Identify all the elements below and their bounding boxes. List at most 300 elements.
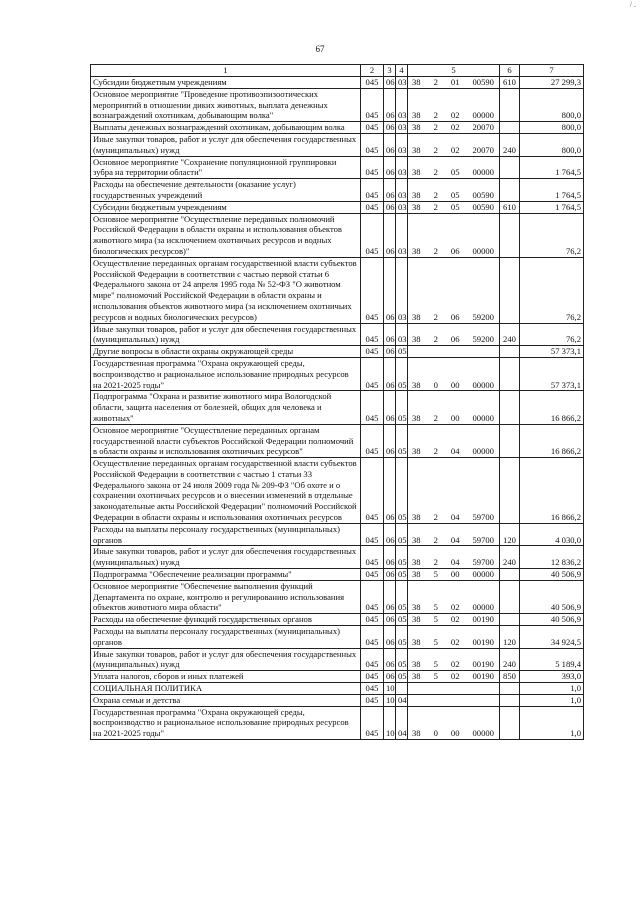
target-article-parts	[410, 535, 497, 546]
code-ministry: 045	[361, 77, 384, 89]
code-subsection: 05	[396, 346, 408, 358]
target-article-part: 2	[433, 557, 438, 568]
target-article-parts	[410, 202, 497, 213]
code-ministry: 045	[361, 323, 384, 346]
code-subsection: 05	[396, 546, 408, 569]
row-name: Субсидии бюджетным учреждениям	[91, 201, 361, 213]
code-subsection	[396, 683, 408, 695]
code-expense-type	[500, 357, 520, 390]
target-article-part: 38	[412, 334, 421, 345]
code-ministry: 045	[361, 569, 384, 581]
code-ministry: 045	[361, 614, 384, 626]
target-article-part: 5	[433, 602, 438, 613]
target-article-parts	[410, 190, 497, 201]
target-article-part: 04	[450, 446, 460, 457]
target-article	[408, 323, 500, 346]
amount: 16 866,2	[520, 458, 584, 524]
code-section: 06	[384, 569, 396, 581]
corner-mark: / .	[629, 0, 636, 9]
target-article-part: 38	[412, 614, 421, 625]
table-row	[91, 88, 584, 121]
header-row	[91, 65, 584, 77]
table-row	[91, 213, 584, 257]
table-row	[91, 523, 584, 546]
target-article-part: 38	[412, 557, 421, 568]
target-article-part: 5	[433, 659, 438, 670]
code-section: 06	[384, 323, 396, 346]
row-name: Другие вопросы в области охраны окружающей среды	[91, 346, 361, 358]
code-section: 06	[384, 580, 396, 613]
target-article-part: 5	[433, 671, 438, 682]
target-article-part: 00	[450, 379, 460, 390]
code-section: 06	[384, 523, 396, 546]
code-ministry: 045	[361, 357, 384, 390]
code-expense-type: 610	[500, 201, 520, 213]
header-cell-2: 2	[361, 65, 384, 77]
target-article	[408, 133, 500, 156]
target-article	[408, 88, 500, 121]
header-cell-4: 4	[396, 65, 408, 77]
header-cell-5: 5	[408, 65, 500, 77]
target-article-part: 00590	[472, 189, 494, 200]
code-subsection: 03	[396, 323, 408, 346]
table-row	[91, 346, 584, 358]
target-article-part: 2	[433, 167, 438, 178]
target-article-parts	[410, 659, 497, 670]
row-name: Иные закупки товаров, работ и услуг для обеспечения государственных (муниципальных) нужд	[91, 133, 361, 156]
row-name: Осуществление переданных органам государственной власти субъектов Российской Федерации в соответствии с частью 1 статьи 33 Федерального закона от 24 июля 2009 года № 209-ФЗ "Об охоте и о сохранении охотничьих ресурсов и о внесении изменений в отдельные законодательные акты Российской Федерации" полномочий Российской Федерации в области охраны и использования охотничьих ресурсов	[91, 458, 361, 524]
target-article-part: 59700	[472, 512, 494, 523]
target-article-part: 38	[412, 446, 421, 457]
row-name: Расходы на обеспечение деятельности (оказание услуг) государственных учреждений	[91, 179, 361, 202]
code-ministry: 045	[361, 179, 384, 202]
amount: 1,0	[520, 706, 584, 739]
amount: 800,0	[520, 133, 584, 156]
table-row	[91, 323, 584, 346]
target-article-part: 02	[450, 602, 460, 613]
target-article-part: 2	[433, 110, 438, 121]
target-article-part: 5	[433, 569, 438, 580]
row-name: Подпрограмма "Обеспечение реализации программы"	[91, 569, 361, 581]
code-ministry: 045	[361, 546, 384, 569]
code-section: 10	[384, 706, 396, 739]
row-name: Уплата налогов, сборов и иных платежей	[91, 671, 361, 683]
target-article-part: 02	[450, 144, 460, 155]
code-expense-type: 120	[500, 626, 520, 649]
target-article-part: 04	[450, 512, 460, 523]
table-row	[91, 179, 584, 202]
code-ministry: 045	[361, 580, 384, 613]
code-expense-type	[500, 458, 520, 524]
code-section: 06	[384, 391, 396, 424]
row-name: Выплаты денежных вознаграждений охотникам, добывающим волка	[91, 122, 361, 134]
target-article-part: 06	[450, 334, 460, 345]
target-article-part: 2	[433, 446, 438, 457]
code-subsection: 05	[396, 424, 408, 457]
code-ministry: 045	[361, 523, 384, 546]
table-row	[91, 424, 584, 457]
code-ministry: 045	[361, 671, 384, 683]
target-article-part: 06	[450, 311, 460, 322]
code-expense-type	[500, 346, 520, 358]
target-article	[408, 122, 500, 134]
table-row	[91, 694, 584, 706]
code-section: 06	[384, 122, 396, 134]
target-article-part: 38	[412, 659, 421, 670]
amount: 76,2	[520, 323, 584, 346]
target-article-parts	[410, 246, 497, 257]
target-article-parts	[410, 557, 497, 568]
target-article-part: 00000	[472, 412, 494, 423]
code-ministry: 045	[361, 458, 384, 524]
code-ministry: 045	[361, 391, 384, 424]
target-article-part: 05	[450, 189, 460, 200]
target-article	[408, 580, 500, 613]
target-article-part: 38	[412, 602, 421, 613]
target-article-part: 00	[450, 412, 460, 423]
target-article-part: 00190	[472, 614, 494, 625]
target-article-part: 38	[412, 201, 421, 212]
code-subsection: 03	[396, 179, 408, 202]
target-article-part: 38	[412, 110, 421, 121]
amount: 40 506,9	[520, 614, 584, 626]
row-name: Охрана семьи и детства	[91, 694, 361, 706]
row-name: Основное мероприятие "Осуществление переданных органам государственной власти субъектов Российской Федерации полномочий в области охраны и использования охотничьих ресурсов"	[91, 424, 361, 457]
target-article-part: 59700	[472, 534, 494, 545]
target-article-part: 2	[433, 122, 438, 133]
page-number: 67	[315, 44, 325, 54]
target-article-part: 2	[433, 311, 438, 322]
amount: 1,0	[520, 683, 584, 695]
amount: 27 299,3	[520, 77, 584, 89]
code-ministry: 045	[361, 346, 384, 358]
target-article-part: 02	[450, 110, 460, 121]
row-name: Расходы на выплаты персоналу государственных (муниципальных) органов	[91, 626, 361, 649]
target-article	[408, 201, 500, 213]
code-section: 06	[384, 257, 396, 323]
code-expense-type	[500, 706, 520, 739]
target-article-parts	[410, 569, 497, 580]
target-article-part: 05	[450, 167, 460, 178]
code-expense-type	[500, 122, 520, 134]
target-article-parts	[410, 671, 497, 682]
code-ministry: 045	[361, 156, 384, 179]
target-article-part: 02	[450, 122, 460, 133]
target-article-part: 59200	[472, 334, 494, 345]
row-name: Основное мероприятие "Сохранение популяционной группировки зубра на территории области"	[91, 156, 361, 179]
amount: 800,0	[520, 88, 584, 121]
target-article-part: 02	[450, 614, 460, 625]
target-article-part: 0	[433, 379, 438, 390]
amount: 57 373,1	[520, 346, 584, 358]
code-ministry: 045	[361, 648, 384, 671]
target-article-part: 38	[412, 245, 421, 256]
code-subsection: 03	[396, 257, 408, 323]
table-row	[91, 614, 584, 626]
table-row	[91, 648, 584, 671]
code-section: 06	[384, 357, 396, 390]
row-name: Иные закупки товаров, работ и услуг для обеспечения государственных (муниципальных) нужд	[91, 546, 361, 569]
code-subsection: 05	[396, 357, 408, 390]
target-article-parts	[410, 380, 497, 391]
code-section: 06	[384, 424, 396, 457]
table-row	[91, 671, 584, 683]
target-article-part: 00	[450, 728, 460, 739]
code-section: 06	[384, 133, 396, 156]
code-section: 06	[384, 201, 396, 213]
target-article-part: 59700	[472, 557, 494, 568]
target-article-part: 5	[433, 614, 438, 625]
target-article-part: 2	[433, 189, 438, 200]
code-section: 06	[384, 77, 396, 89]
target-article-part: 00590	[472, 77, 494, 87]
table-row	[91, 257, 584, 323]
target-article-part: 01	[450, 77, 460, 87]
code-subsection: 03	[396, 133, 408, 156]
row-name: СОЦИАЛЬНАЯ ПОЛИТИКА	[91, 683, 361, 695]
target-article-part: 05	[450, 201, 460, 212]
target-article-part: 06	[450, 245, 460, 256]
code-subsection: 05	[396, 569, 408, 581]
header-cell-1: 1	[91, 65, 361, 77]
code-subsection: 05	[396, 626, 408, 649]
table-row	[91, 580, 584, 613]
target-article	[408, 179, 500, 202]
code-subsection: 05	[396, 580, 408, 613]
code-subsection: 05	[396, 614, 408, 626]
code-expense-type	[500, 424, 520, 457]
target-article-part: 04	[450, 557, 460, 568]
amount: 76,2	[520, 213, 584, 257]
code-subsection: 03	[396, 201, 408, 213]
target-article-part: 2	[433, 245, 438, 256]
code-subsection: 03	[396, 122, 408, 134]
target-article	[408, 357, 500, 390]
code-ministry: 045	[361, 88, 384, 121]
target-article	[408, 648, 500, 671]
amount: 40 506,9	[520, 580, 584, 613]
table-row	[91, 546, 584, 569]
code-section: 06	[384, 156, 396, 179]
code-expense-type	[500, 683, 520, 695]
code-expense-type	[500, 88, 520, 121]
amount: 1 764,5	[520, 156, 584, 179]
code-ministry: 045	[361, 683, 384, 695]
target-article	[408, 458, 500, 524]
amount: 16 866,2	[520, 424, 584, 457]
target-article-part: 00190	[472, 671, 494, 682]
code-ministry: 045	[361, 694, 384, 706]
row-name: Иные закупки товаров, работ и услуг для обеспечения государственных (муниципальных) нужд	[91, 323, 361, 346]
target-article-part: 38	[412, 512, 421, 523]
target-article-parts	[410, 312, 497, 323]
target-article-parts	[410, 446, 497, 457]
code-section: 10	[384, 694, 396, 706]
target-article-part: 38	[412, 569, 421, 580]
target-article-part: 04	[450, 534, 460, 545]
code-expense-type	[500, 580, 520, 613]
row-name: Государственная программа "Охрана окружающей среды, воспроизводство и рациональное использование природных ресурсов на 2021-2025 годы"	[91, 357, 361, 390]
code-expense-type: 610	[500, 77, 520, 89]
target-article-part: 38	[412, 77, 421, 87]
code-expense-type	[500, 694, 520, 706]
target-article	[408, 706, 500, 739]
row-name: Расходы на обеспечение функций государственных органов	[91, 614, 361, 626]
target-article-part: 02	[450, 659, 460, 670]
row-name: Основное мероприятие "Осуществление переданных полномочий Российской Федерации в области охраны и использования объектов животного мира (за исключением охотничьих ресурсов и водных биологических ресурсов)"	[91, 213, 361, 257]
code-ministry: 045	[361, 626, 384, 649]
target-article-parts	[410, 602, 497, 613]
target-article-part: 38	[412, 189, 421, 200]
target-article-parts	[410, 145, 497, 156]
target-article-part: 2	[433, 334, 438, 345]
code-section: 06	[384, 648, 396, 671]
code-subsection: 03	[396, 156, 408, 179]
target-article-parts	[410, 413, 497, 424]
target-article	[408, 424, 500, 457]
header-cell-7: 7	[520, 65, 584, 77]
target-article-part: 38	[412, 311, 421, 322]
target-article-part: 38	[412, 671, 421, 682]
code-ministry: 045	[361, 257, 384, 323]
code-expense-type: 850	[500, 671, 520, 683]
amount: 57 373,1	[520, 357, 584, 390]
code-expense-type	[500, 179, 520, 202]
target-article-part: 00190	[472, 659, 494, 670]
target-article	[408, 213, 500, 257]
target-article-part: 2	[433, 144, 438, 155]
amount: 1 764,5	[520, 179, 584, 202]
code-subsection: 05	[396, 391, 408, 424]
target-article	[408, 614, 500, 626]
target-article	[408, 257, 500, 323]
code-subsection: 03	[396, 213, 408, 257]
target-article	[408, 77, 500, 89]
target-article	[408, 671, 500, 683]
row-name: Расходы на выплаты персоналу государственных (муниципальных) органов	[91, 523, 361, 546]
target-article	[408, 346, 500, 358]
table-row	[91, 122, 584, 134]
code-expense-type	[500, 391, 520, 424]
target-article-part: 59200	[472, 311, 494, 322]
table-body	[91, 77, 584, 740]
amount: 16 866,2	[520, 391, 584, 424]
code-expense-type	[500, 614, 520, 626]
target-article-part: 00000	[472, 379, 494, 390]
row-name: Осуществление переданных органам государственной власти субъектов Российской Федерации в соответствии с частью первой статьи 6 Федерального закона от 24 апреля 1995 года № 52-ФЗ "О животном мире" полномочий Российской Федерации в области охраны и использования объектов животного мира (за исключением охотничьих ресурсов и водных биологических ресурсов)	[91, 257, 361, 323]
code-ministry: 045	[361, 201, 384, 213]
amount: 5 189,4	[520, 648, 584, 671]
target-article-part: 0	[433, 728, 438, 739]
target-article-parts	[410, 334, 497, 345]
target-article-part: 2	[433, 77, 438, 87]
target-article-part: 00	[450, 569, 460, 580]
target-article-part: 00000	[472, 569, 494, 580]
table-row	[91, 569, 584, 581]
table-row	[91, 77, 584, 89]
code-subsection: 04	[396, 706, 408, 739]
target-article-part: 38	[412, 636, 421, 647]
row-name: Основное мероприятие "Обеспечение выполнения функций Департамента по охране, контролю и регулированию использования объектов животного мира области"	[91, 580, 361, 613]
row-name: Основное мероприятие "Проведение противоэпизоотических мероприятий в отношении диких животных, выплата денежных вознаграждений охотникам, добывающим волка"	[91, 88, 361, 121]
target-article-parts	[410, 614, 497, 625]
code-ministry: 045	[361, 424, 384, 457]
target-article-part: 2	[433, 412, 438, 423]
code-section: 06	[384, 179, 396, 202]
target-article-part: 5	[433, 636, 438, 647]
header-cell-6: 6	[500, 65, 520, 77]
row-name: Государственная программа "Охрана окружающей среды, воспроизводство и рациональное использование природных ресурсов на 2021-2025 годы"	[91, 706, 361, 739]
amount: 12 836,2	[520, 546, 584, 569]
code-subsection: 05	[396, 671, 408, 683]
code-section: 10	[384, 683, 396, 695]
code-section: 06	[384, 458, 396, 524]
target-article-part: 02	[450, 671, 460, 682]
target-article-part: 20070	[472, 144, 494, 155]
table-row	[91, 357, 584, 390]
amount: 800,0	[520, 122, 584, 134]
target-article-parts	[410, 512, 497, 523]
amount: 34 924,5	[520, 626, 584, 649]
amount: 393,0	[520, 671, 584, 683]
target-article-part: 20070	[472, 122, 494, 133]
amount: 1 764,5	[520, 201, 584, 213]
table-row	[91, 391, 584, 424]
code-expense-type	[500, 213, 520, 257]
target-article-part: 38	[412, 167, 421, 178]
target-article-part: 2	[433, 201, 438, 212]
amount: 1,0	[520, 694, 584, 706]
target-article-part: 38	[412, 379, 421, 390]
code-ministry: 045	[361, 122, 384, 134]
target-article	[408, 546, 500, 569]
code-expense-type	[500, 569, 520, 581]
target-article-part: 00590	[472, 201, 494, 212]
target-article-part: 38	[412, 412, 421, 423]
target-article-part: 00000	[472, 167, 494, 178]
target-article-part: 38	[412, 728, 421, 739]
table-row	[91, 683, 584, 695]
code-subsection: 03	[396, 77, 408, 89]
budget-table	[90, 64, 584, 740]
code-expense-type	[500, 156, 520, 179]
code-expense-type: 240	[500, 133, 520, 156]
target-article-parts	[410, 637, 497, 648]
table-row	[91, 458, 584, 524]
target-article-part: 00000	[472, 602, 494, 613]
code-section: 06	[384, 614, 396, 626]
code-subsection: 05	[396, 648, 408, 671]
target-article-parts	[410, 77, 497, 88]
target-article	[408, 156, 500, 179]
code-expense-type: 240	[500, 323, 520, 346]
target-article-part: 00000	[472, 446, 494, 457]
target-article	[408, 694, 500, 706]
row-name: Подпрограмма "Охрана и развитие животного мира Вологодской области, защита населения от болезней, общих для человека и животных"	[91, 391, 361, 424]
code-expense-type: 120	[500, 523, 520, 546]
code-expense-type: 240	[500, 546, 520, 569]
target-article	[408, 569, 500, 581]
target-article	[408, 391, 500, 424]
table-row	[91, 626, 584, 649]
code-section: 06	[384, 213, 396, 257]
code-section: 06	[384, 88, 396, 121]
row-name: Субсидии бюджетным учреждениям	[91, 77, 361, 89]
row-name: Иные закупки товаров, работ и услуг для обеспечения государственных (муниципальных) нужд	[91, 648, 361, 671]
code-expense-type: 240	[500, 648, 520, 671]
code-section: 06	[384, 671, 396, 683]
code-subsection: 05	[396, 458, 408, 524]
